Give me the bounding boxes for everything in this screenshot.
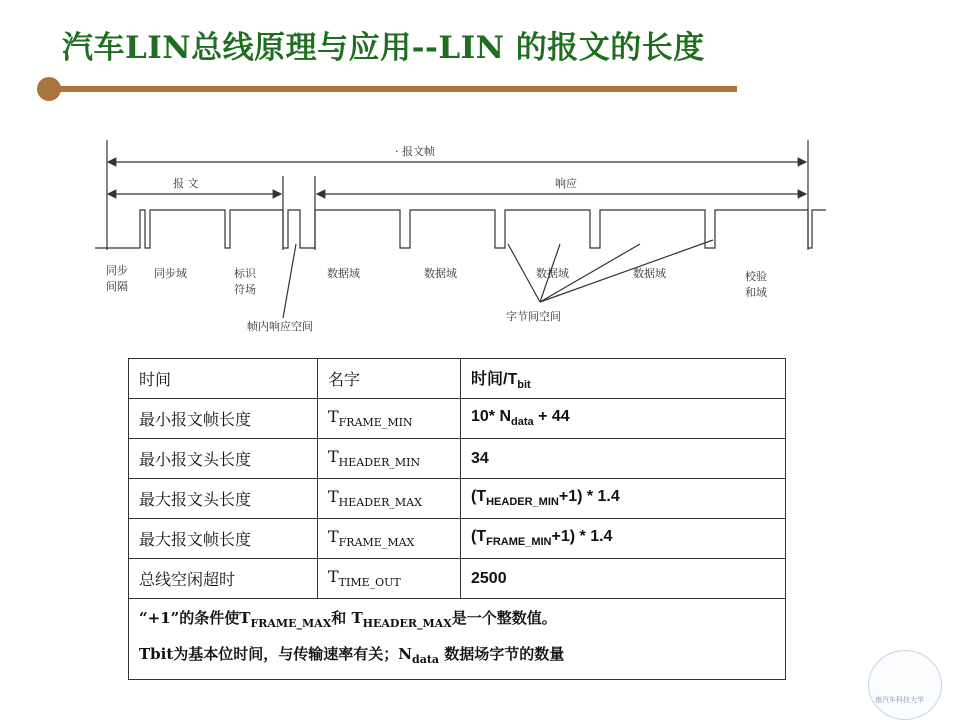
table-row [129,559,786,599]
row-desc: 最小报文头长度 [129,439,318,479]
interframe-space-label: 帧内响应空间 [247,320,313,333]
data-field-label-4: 数据域 [633,267,666,280]
data-field-label-1: 数据域 [327,267,360,280]
header-name: 名字 [318,359,461,399]
row-value: 2500 [461,559,786,599]
id-field-label-1: 标识 [234,267,256,280]
table-row [129,399,786,439]
data-field-label-3: 数据域 [536,267,569,280]
row-name: $T_{FRAME\_MAX}$ [318,519,461,559]
row-value: $(T_{HEADER\_MIN}+1) * 1.4$ [461,479,786,519]
frame-length-table [128,358,786,680]
logo-text: 南汽车科技大学 [875,696,924,704]
row-name: $T_{HEADER\_MIN}$ [318,439,461,479]
id-field-label-2: 符场 [234,283,256,296]
sync-field-label: 同步域 [154,267,187,280]
row-name: $T_{FRAME\_MIN}$ [318,399,461,439]
table-row [129,519,786,559]
table-notes [129,599,786,680]
row-value: 34 [461,439,786,479]
header-time-tbit: 时间$/T_{bit}$ [461,359,786,399]
page-title: 汽车LIN总线原理与应用--LIN 的报文的长度 [62,30,705,66]
response-label: 响应 [555,177,577,190]
table-row [129,439,786,479]
data-field-label-2: 数据域 [424,267,457,280]
note-line-1: “+1”的条件使$T_{FRAME\_MAX}$和 $T_{HEADER\_MAX}$是一个整数值。 [139,609,557,630]
row-desc: 最小报文帧长度 [129,399,318,439]
row-desc: 最大报文头长度 [129,479,318,519]
table-note-row [129,599,786,680]
table-header-row [129,359,786,399]
interbyte-space-label: 字节间空间 [506,310,561,323]
row-value: $(T_{FRAME\_MIN}+1) * 1.4$ [461,519,786,559]
header-time: 时间 [129,359,318,399]
university-logo [868,650,942,720]
frame-label: · 报文帧 [395,145,435,158]
sync-break-label-2: 间隔 [106,280,128,293]
row-desc: 最大报文帧长度 [129,519,318,559]
lin-frame-diagram [0,0,960,350]
checksum-label-1: 校验 [745,270,767,283]
row-desc: 总线空闲超时 [129,559,318,599]
checksum-label-2: 和域 [745,286,767,299]
header-label: 报 文 [173,177,199,190]
sync-break-label-1: 同步 [106,264,128,277]
note-line-2: Tbit为基本位时间，与传输速率有关；$N_{data}$ 数据场字节的数量 [139,645,565,666]
row-name: $T_{TIME\_OUT}$ [318,559,461,599]
table-row [129,479,786,519]
row-value: 10* $N_{data} + 44$ [461,399,786,439]
row-name: $T_{HEADER\_MAX}$ [318,479,461,519]
